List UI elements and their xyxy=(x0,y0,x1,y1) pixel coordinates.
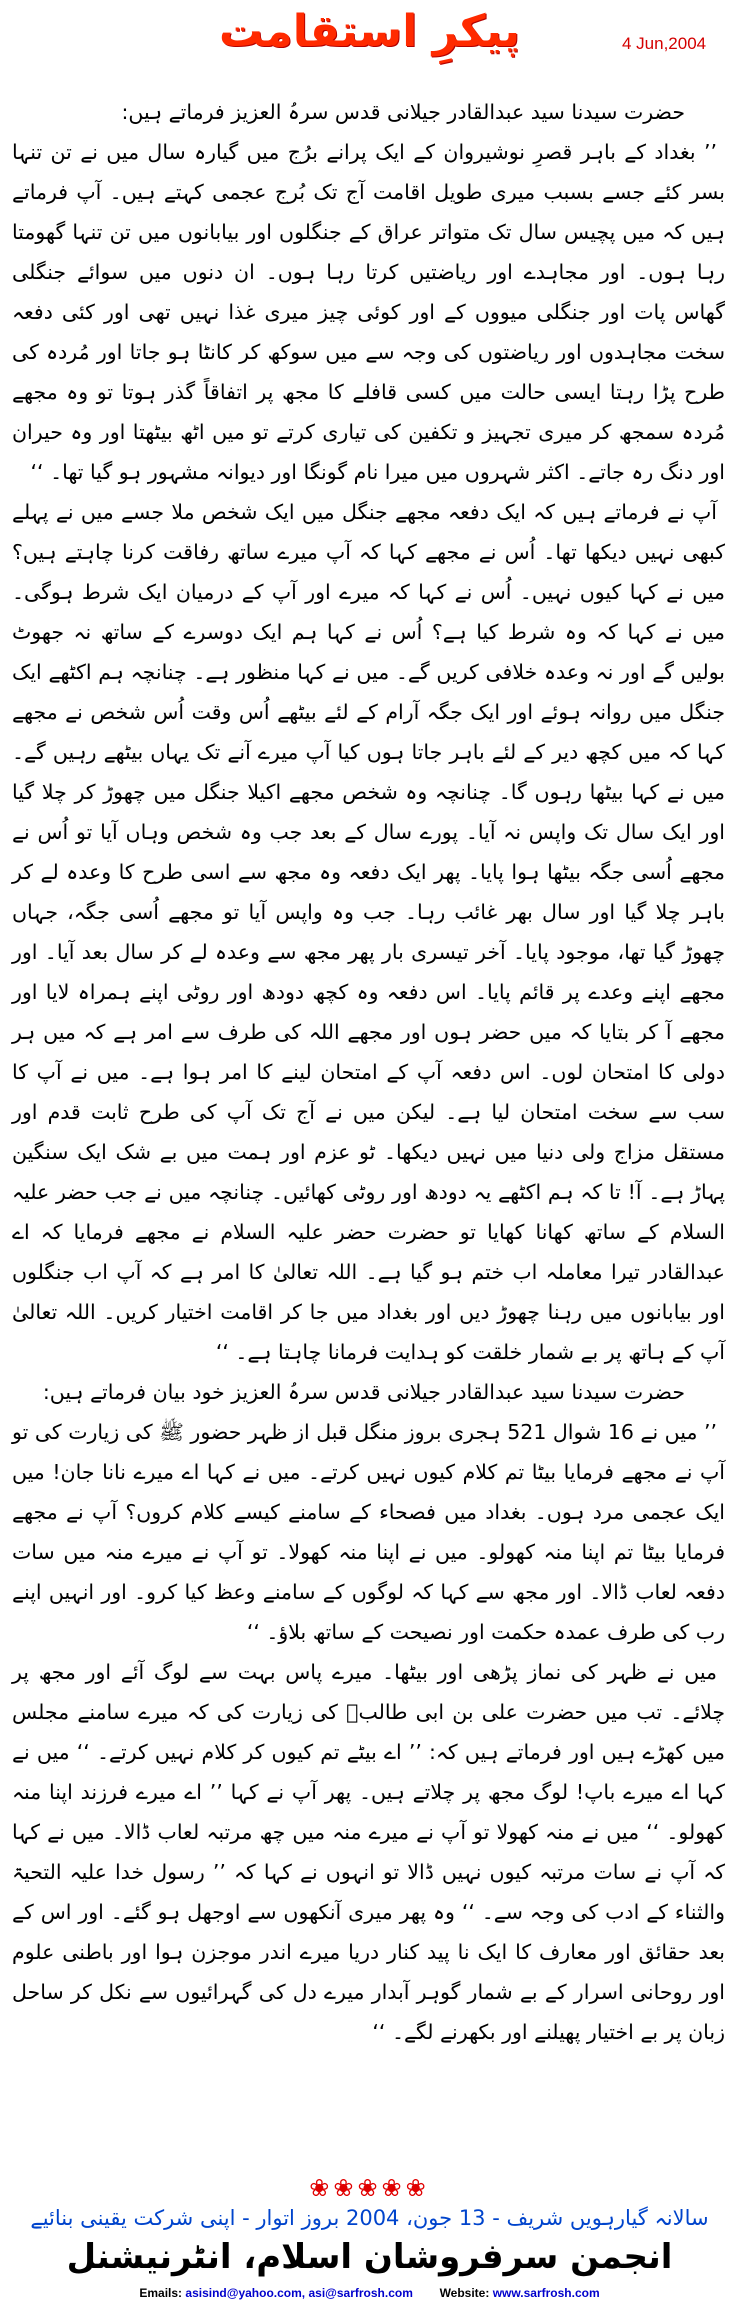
contact-line xyxy=(0,2286,739,2300)
website-link[interactable]: www.sarfrosh.com xyxy=(492,2286,600,2300)
email-link[interactable]: asi@sarfrosh.com xyxy=(308,2286,413,2300)
website-label: Website: xyxy=(439,2286,490,2300)
rose-divider-icon: ❀❀❀❀❀ xyxy=(309,2174,430,2202)
email-link[interactable]: asisind@yahoo.com, xyxy=(185,2286,306,2300)
article-body xyxy=(12,92,725,2052)
event-notice: سالانہ گیارہویں شریف - 13 جون، 2004 بروز اتوار - اپنی شرکت یقینی بنائیے xyxy=(30,2206,709,2230)
article-paragraph: حضرت سیدنا سید عبدالقادر جیلانی قدس سرہُ العزیز فرماتے ہیں: xyxy=(121,100,685,124)
emails-label: Emails: xyxy=(139,2286,183,2300)
article-paragraph: ’’ میں نے 16 شوال 521 ہجری بروز منگل قبل از ظہر حضور ﷺ کی زیارت کی تو آپ نے مجھے فرمایا بیٹا تم کلام کیوں نہیں کرتے۔ میں نے کہا اے میرے نانا جان! میں ایک عجمی مرد ہوں۔ بغداد میں فصحاء کے سامنے کیسے کلام کروں؟ آپ نے مجھے فرمایا بیٹا تم اپنا منہ کھولو۔ میں نے اپنا منہ کھولا۔ تو آپ نے میرے منہ میں سات دفعہ لعاب ڈالا۔ اور مجھ سے کہا کہ لوگوں کے سامنے وعظ کیا کرو۔ اور انہیں اپنے رب کی طرف عمدہ حکمت اور نصیحت کے ساتھ بلاؤ۔ ‘‘ xyxy=(12,1420,725,1644)
organization-name: انجمن سرفروشان اسلام، انٹرنیشنل xyxy=(66,2237,673,2277)
publish-date: 4 Jun,2004 xyxy=(622,34,707,53)
article-paragraph: میں نے ظہر کی نماز پڑھی اور بیٹھا۔ میرے پاس بہت سے لوگ آئے اور مجھ پر چلائے۔ تب میں حضرت علی بن ابی طالبؓ کی زیارت کی کہ میرے سامنے مجلس میں کھڑے ہیں اور فرماتے ہیں کہ: ’’ اے بیٹے تم کیوں کر کلام نہیں کرتے۔ ‘‘ میں نے کہا اے میرے باپ! لوگ مجھ پر چلاتے ہیں۔ پھر آپ نے کہا ’’ اے میرے فرزند اپنا منہ کھولو۔ ‘‘ میں نے منہ کھولا تو آپ نے میرے منہ میں چھ مرتبہ لعاب ڈالا۔ میں نے کہا کہ آپ نے سات مرتبہ کیوں نہیں ڈالا تو انہوں نے کہا کہ ’’ رسول خدا علیہ التحیۃ والثناء کے ادب کی وجہ سے۔ ‘‘ وہ پھر میری آنکھوں سے اوجھل ہو گئے۔ اور اس کے بعد حقائق اور معارف کا ایک نا پید کنار دریا میرے اندر موجزن ہوا اور باطنی علوم اور روحانی اسرار کے بے شمار گوہر آبدار میرے دل کی گہرائیوں سے نکل کر ساحل زبان پر بے اختیار پھیلنے اور بکھرنے لگے۔ ‘‘ xyxy=(12,1660,725,2044)
page-title: پیکرِ استقامت xyxy=(218,6,521,57)
article-paragraph: ’’ بغداد کے باہر قصرِ نوشیروان کے ایک پرانے برُج میں گیارہ سال میں نے تن تنہا بسر کئے جسے بسبب میری طویل اقامت آج تک بُرج عجمی کہتے ہیں۔ آپ فرماتے ہیں کہ میں پچیس سال تک متواتر عراق کے جنگلوں اور بیابانوں میں تن تنہا گھومتا رہا ہوں۔ اور مجاہدے اور ریاضتیں کرتا رہا ہوں۔ ان دنوں میں سوائے جنگلی گھاس پات اور جنگلی میووں کے اور کوئی چیز میری غذا نہیں تھی اور کئی دفعہ سخت مجاہدوں اور ریاضتوں کی وجہ سے میں سوکھ کر کانٹا ہو جاتا اور مُردہ کی طرح پڑا رہتا ایسی حالت میں کسی قافلے کا مجھ پر اتفاقاً گذر ہوتا تو وہ مجھے مُردہ سمجھ کر میری تجہیز و تکفین کی تیاری کرتے تو میں اٹھ بیٹھتا اور وہ حیران اور دنگ رہ جاتے۔ اکثر شہروں میں میرا نام گونگا اور دیوانہ مشہور ہو گیا تھا۔ ‘‘ xyxy=(12,140,725,484)
article-paragraph: آپ نے فرماتے ہیں کہ ایک دفعہ مجھے جنگل میں ایک شخص ملا جسے میں نے پہلے کبھی نہیں دیکھا تھا۔ اُس نے مجھے کہا کہ آپ میرے ساتھ رفاقت کرنا چاہتے ہیں؟ میں نے کہا کیوں نہیں۔ اُس نے کہا کہ میرے اور آپ کے درمیان ایک شرط ہوگی۔ میں نے کہا کہ وہ شرط کیا ہے؟ اُس نے کہا ہم ایک دوسرے کے ساتھ نہ جھوٹ بولیں گے اور نہ وعدہ خلافی کریں گے۔ میں نے کہا منظور ہے۔ چنانچہ ہم اکٹھے ایک جنگل میں روانہ ہوئے اور ایک جگہ آرام کے لئے بیٹھے اُس وقت اُس شخص نے مجھے کہا کہ میں کچھ دیر کے لئے باہر جاتا ہوں کیا آپ میرے آنے تک یہاں بیٹھے رہیں گے۔ میں نے کہا بیٹھا رہوں گا۔ چنانچہ وہ شخص مجھے اکیلا جنگل میں چھوڑ کر چلا گیا اور ایک سال تک واپس نہ آیا۔ پورے سال کے بعد جب وہ شخص وہاں آیا تو اُس نے مجھے اُسی جگہ بیٹھا ہوا پایا۔ پھر ایک دفعہ وہ مجھ سے اسی طرح کا وعدہ لے کر باہر چلا گیا اور سال بھر غائب رہا۔ جب وہ واپس آیا تو مجھے اُسی جگہ، جہاں چھوڑ گیا تھا، موجود پایا۔ آخر تیسری بار پھر مجھ سے وعدہ لے کر سال بعد آیا۔ اور مجھے اپنے وعدے پر قائم پایا۔ اس دفعہ وہ کچھ دودھ اور روٹی اپنے ہمراہ لایا اور مجھے آ کر بتایا کہ میں حضر ہوں اور مجھے اللہ کی طرف سے امر ہے کہ میں ہر دولی کا امتحان لوں۔ اس دفعہ آپ کے امتحان لینے کا امر ہوا ہے۔ میں نے آپ کا سب سے سخت امتحان لیا ہے۔ لیکن میں نے آج تک آپ کی طرح ثابت قدم اور مستقل مزاج ولی دنیا میں نہیں دیکھا۔ ٹو عزم اور ہمت میں بے شک ایک سنگین پہاڑ ہے۔ آ! تا کہ ہم اکٹھے یہ دودھ اور روٹی کھائیں۔ چنانچہ میں نے جب حضر علیہ السلام کے ساتھ کھانا کھایا تو حضرت حضر علیہ السلام نے مجھے فرمایا کہ اے عبدالقادر تیرا معاملہ اب ختم ہو گیا ہے۔ اللہ تعالیٰ کا امر ہے کہ آپ اب جنگلوں اور بیابانوں میں رہنا چھوڑ دیں اور بغداد میں جا کر اقامت اختیار کریں۔ اللہ تعالیٰ آپ کے ہاتھ پر بے شمار خلقت کو ہدایت فرمانا چاہتا ہے۔ ‘‘ xyxy=(12,500,725,1364)
article-paragraph: حضرت سیدنا سید عبدالقادر جیلانی قدس سرہُ العزیز خود بیان فرماتے ہیں: xyxy=(42,1380,685,1404)
